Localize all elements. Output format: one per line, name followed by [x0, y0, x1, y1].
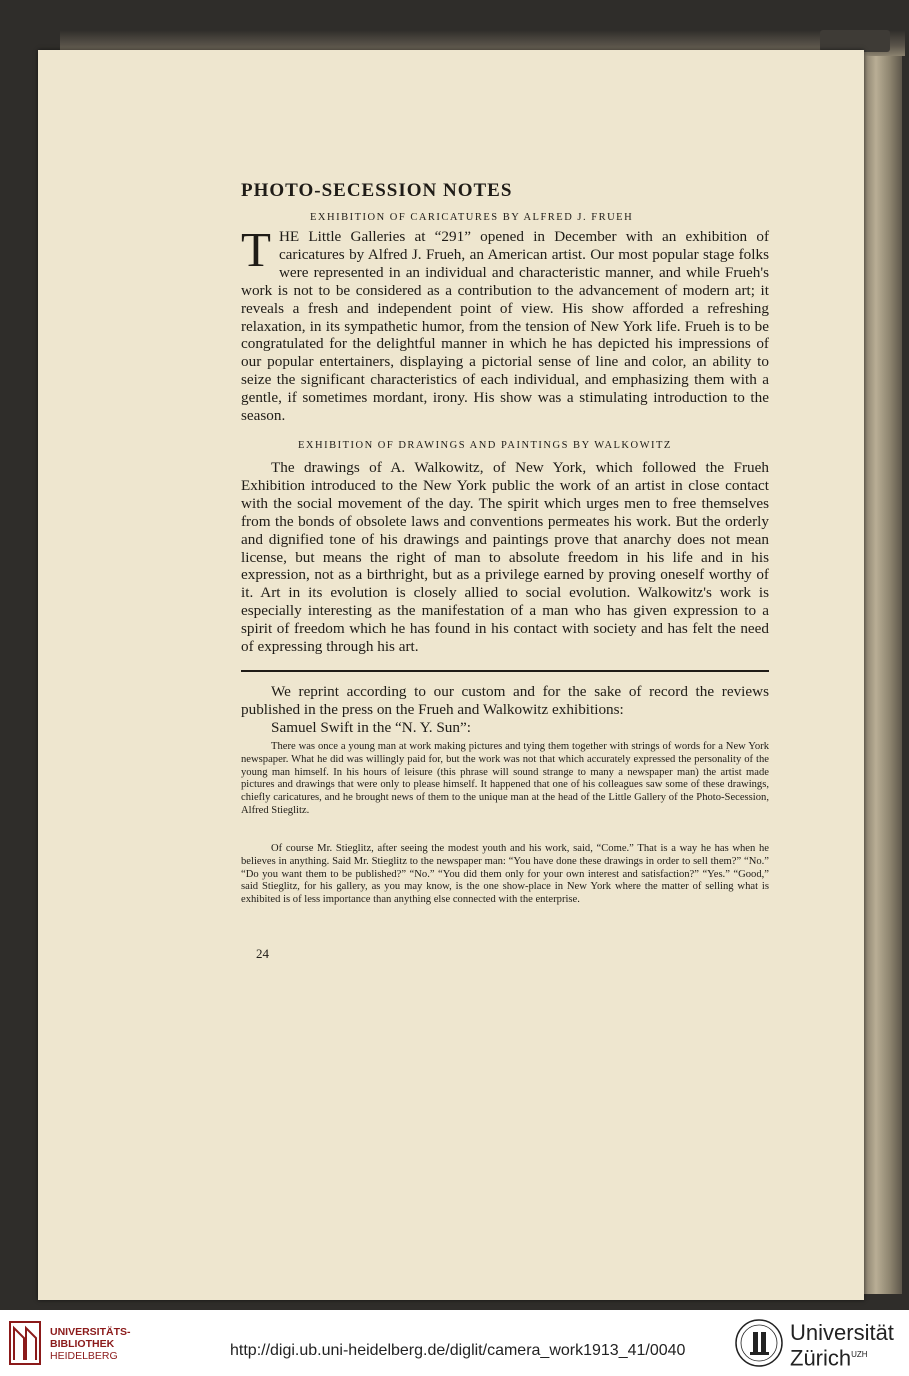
section1-paragraph: [241, 222, 769, 425]
university-name: Universität Zürich$^{UZH}$: [790, 1320, 894, 1371]
drop-cap: T: [241, 222, 271, 277]
section-heading-walkowitz: EXHIBITION OF DRAWINGS AND PAINTINGS BY WALKOWITZ: [298, 440, 672, 451]
book-tab: [820, 30, 890, 52]
library-logo-icon: [8, 1318, 42, 1368]
quote-paragraph-1: There was once a young man at work making pictures and tying them together with strings of words for a New York newspaper. What he did was willingly paid for, but the work was not that which accurately expressed the personality of the young man himself. In his hours of leisure (this phrase will sound strange to many a newspaper man) the artist made pictures and drawings that were only to please himself. It happened that one of his colleagues saw some of these drawings, chiefly caricatures, and he brought news of them to the unique man at the head of the Little Gallery of the Photo-Secession, Alfred Stieglitz.: [241, 741, 769, 816]
divider-rule: [241, 670, 769, 672]
section-heading-caricatures: EXHIBITION OF CARICATURES BY ALFRED J. FRUEH: [310, 212, 634, 223]
section2-paragraph: The drawings of A. Walkowitz, of New York, which followed the Frueh Exhibition introduced to the New York public the work of an artist in close contact with the social movement of the day. The spirit which urges men to free themselves from the bonds of obsolete laws and conventions permeates his work. But the orderly and dignified tone of his drawings and paintings prove that anarchy does not mean license, but means the right of man to absolute freedom in his life and in his expression, not as a birthright, but as a privilege earned by proving oneself worthy of it. Art in its evolution is closely allied to social evolution. Walkowitz's work is especially interesting as the manifestation of a man who has given expression to a spirit of freedom which he has found in his contact with society and has felt the need of expressing through his art.: [241, 459, 769, 656]
university-seal-icon: [734, 1318, 784, 1368]
source-url-link[interactable]: http://digi.ub.uni-heidelberg.de/diglit/camera_work1913_41/0040: [230, 1342, 686, 1359]
page-title: PHOTO-SECESSION NOTES: [241, 180, 513, 201]
reprint-paragraph: We reprint according to our custom and for the sake of record the reviews published in the press on the Frueh and Walkowitz exhibitions:: [241, 683, 769, 718]
page-number: 24: [256, 946, 269, 961]
page-right-edge: [862, 56, 902, 1294]
quote-paragraph-2: Of course Mr. Stieglitz, after seeing the modest youth and his work, said, “Come.” That is a way he has when he believes in anything. Said Mr. Stieglitz to the newspaper man: “You have done these drawings in order to sell them?” “No.” “Do you want them to be published?” “No.” “You did them only for your own interest and satisfaction?” “Yes.” “Good,” said Stieglitz, for his gallery, as you may know, is the one show-place in New York where the matter of selling what is exhibited is of less importance than anything else connected with the enterprise.: [241, 843, 769, 906]
section1-text: HE Little Galleries at “291” opened in December with an exhibition of caricatures by Alfred J. Frueh, an American artist. Our most popular stage folks were represented in an individual and characteristic manner, and while Frueh's work is not to be considered as a contribution to the advancement of modern art; it reveals a fresh and independent point of view. His show afforded a refreshing relaxation, in its sympathetic humor, from the tension of New York life. Frueh is to be congratulated for the delightful manner in which he has depicted his impressions of our popular entertainers, displaying a pictorial sense of line and color, an ability to seize the significant characteristics of each individual, and emphasizing them with a gentle, if sometimes mordant, irony. His show was a stimulating introduction to the season.: [241, 228, 769, 425]
library-name: UNIVERSITÄTS- BIBLIOTHEK HEIDELBERG: [50, 1326, 131, 1362]
source-line: Samuel Swift in the “N. Y. Sun”:: [271, 719, 471, 736]
